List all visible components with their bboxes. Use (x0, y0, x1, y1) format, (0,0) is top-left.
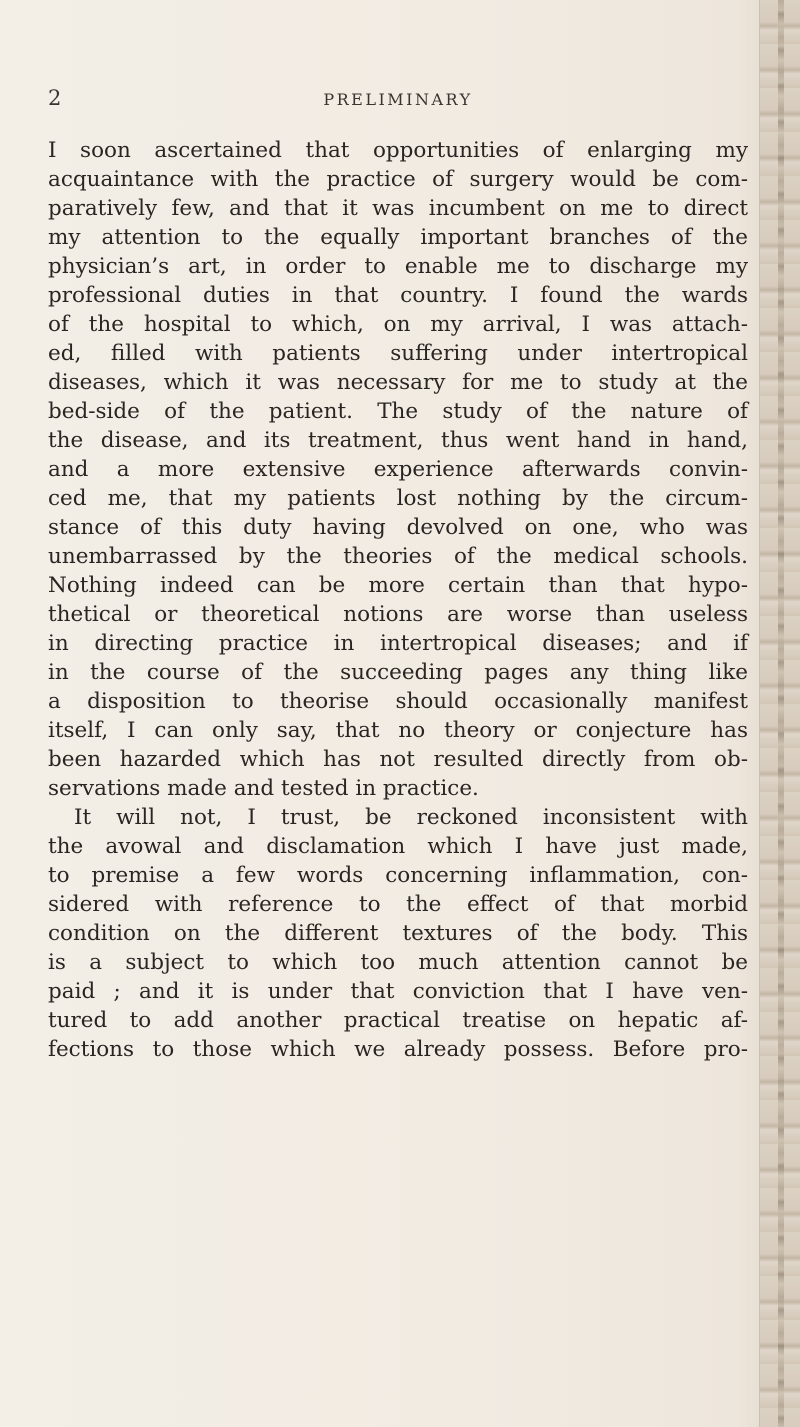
text-line: a disposition to theorise should occasionally manifest (48, 689, 748, 714)
body-text (48, 136, 748, 1064)
text-line: ed, filled with patients suffering under intertropical (48, 341, 748, 366)
text-line: professional duties in that country. I found the wards (48, 283, 748, 308)
text-line: itself, I can only say, that no theory or conjecture has (48, 718, 748, 743)
text-line: bed-side of the patient. The study of the nature of (48, 399, 748, 424)
text-line: paratively few, and that it was incumbent on me to direct (48, 196, 748, 221)
text-line: is a subject to which too much attention cannot be (48, 950, 748, 975)
text-line: to premise a few words concerning inflammation, con- (48, 863, 748, 888)
text-line: acquaintance with the practice of surgery would be com- (48, 167, 748, 192)
text-line: fections to those which we already possess. Before pro- (48, 1037, 748, 1062)
text-line: I soon ascertained that opportunities of enlarging my (48, 138, 748, 163)
text-line: my attention to the equally important branches of the (48, 225, 748, 250)
text-line: and a more extensive experience afterwards convin- (48, 457, 748, 482)
text-line: tured to add another practical treatise on hepatic af- (48, 1008, 748, 1033)
text-line: diseases, which it was necessary for me to study at the (48, 370, 748, 395)
text-line: the avowal and disclamation which I have just made, (48, 834, 748, 859)
page-binding-edge (759, 0, 800, 1427)
text-line: It will not, I trust, be reckoned inconsistent with (74, 805, 748, 830)
page-header (48, 86, 748, 116)
text-line: condition on the different textures of the body. This (48, 921, 748, 946)
text-line: in the course of the succeeding pages any thing like (48, 660, 748, 685)
text-line: been hazarded which has not resulted directly from ob- (48, 747, 748, 772)
running-head: PRELIMINARY (323, 90, 473, 109)
text-line: ced me, that my patients lost nothing by the circum- (48, 486, 748, 511)
text-line: in directing practice in intertropical diseases; and if (48, 631, 748, 656)
text-line: unembarrassed by the theories of the medical schools. (48, 544, 748, 569)
text-line: of the hospital to which, on my arrival, I was attach- (48, 312, 748, 337)
text-line: sidered with reference to the effect of that morbid (48, 892, 748, 917)
text-line: thetical or theoretical notions are worse than useless (48, 602, 748, 627)
text-line: the disease, and its treatment, thus went hand in hand, (48, 428, 748, 453)
text-line: physician’s art, in order to enable me to discharge my (48, 254, 748, 279)
text-line: Nothing indeed can be more certain than that hypo- (48, 573, 748, 598)
text-line: paid ; and it is under that conviction that I have ven- (48, 979, 748, 1004)
page-number: 2 (48, 86, 62, 110)
text-line: servations made and tested in practice. (48, 776, 479, 801)
text-line: stance of this duty having devolved on one, who was (48, 515, 748, 540)
